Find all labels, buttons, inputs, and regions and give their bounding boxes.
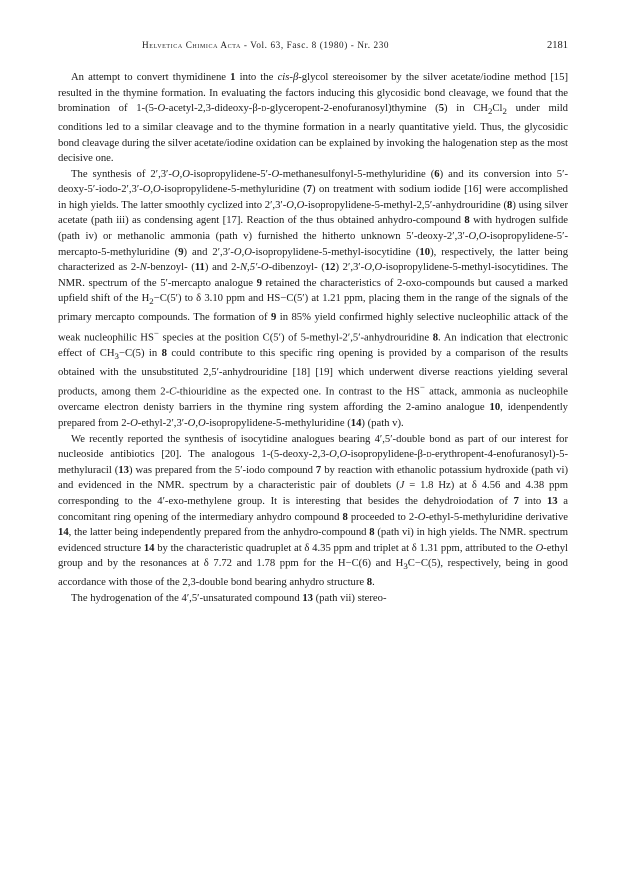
text-run: -acetyl-2,3-dideoxy-β- [165, 103, 262, 115]
text-run: ) and its conversion into 5′-deoxy-5′-iodo-2′,3′- [58, 168, 568, 196]
text-run: 9 [256, 277, 262, 289]
text-run: 10 [489, 402, 501, 414]
text-run: O,O [171, 168, 190, 180]
text-run: -methanesulfonyl-5-methyluridine ( [279, 168, 435, 180]
text-run: -benzoyl- ( [146, 262, 195, 274]
text-run: -isopropylidene-5′-mercapto-5-methyluridine ( [58, 231, 568, 258]
text-run: 14 [143, 542, 155, 554]
text-run: cis-β [277, 72, 299, 83]
text-run: O [535, 542, 544, 554]
text-run: -thiouridine as the expected one. In contrast to the HS [176, 386, 420, 398]
text-run: -isopropylidene-5-methyl-isocytidine ( [251, 246, 420, 258]
article-body [58, 70, 568, 606]
running-header [58, 40, 568, 56]
text-run: O,O [364, 262, 383, 274]
text-run: into [518, 495, 547, 507]
text-run: O,O [286, 199, 305, 211]
text-run: 2 [487, 106, 493, 117]
text-run: -isopropylidene-5′- [189, 168, 272, 180]
text-run: -isopropylidene-5-methyluridine ( [205, 417, 351, 429]
text-run: -ethyl-5-methyluridine derivative [425, 511, 568, 523]
text-run: 3 [114, 351, 119, 362]
text-run: -isopropylidene-5-methyluridine ( [160, 184, 307, 196]
journal-name: Helvetica Chimica Acta [142, 40, 241, 50]
text-run: ) on treatment with sodium iodide [16] were accomplished in high yields. The latter smoothly cyclized into 2′,3′- [58, 184, 568, 211]
text-run: 8 [366, 577, 373, 588]
text-run: C [169, 386, 177, 398]
text-run: -erythropent-4-enofuranosyl)-5-methyluracil ( [58, 449, 568, 476]
text-run: (path vi) in high yields. The NMR. spectrum evidenced structure [58, 527, 568, 554]
text-run: 6 [434, 168, 440, 180]
text-run: ) was prepared from the 5′-iodo compound [128, 464, 316, 476]
volume-info: - Vol. 63, Fasc. 8 (1980) - Nr. 230 [240, 40, 390, 50]
text-run: ), respectively, the latter being characterized as 2- [58, 246, 569, 274]
text-run: 14 [350, 417, 362, 429]
text-run: 8 [161, 347, 167, 359]
text-run: 13 [302, 592, 313, 604]
text-run: -ethyl group and by the resonances at δ 7.72 and 1.78 ppm for the H−C(6) and H [58, 542, 568, 570]
text-run: −C(5) in [118, 347, 162, 359]
text-run: proceeded to 2- [347, 511, 418, 523]
paragraph-anhydro-synthesis [58, 167, 568, 432]
text-run: 9 [178, 246, 184, 258]
text-run: ) and 2- [204, 262, 240, 274]
text-run: 7 [513, 495, 519, 507]
paragraph-hydrogenation [58, 591, 568, 607]
text-run: by reaction with ethanolic potassium hydroxide (path vi) and evidenced in the NMR. spectrum by a characteristic pair of doublets ( [58, 464, 568, 492]
text-run: 8 [507, 199, 513, 211]
text-run: 8 [432, 332, 439, 344]
text-run: O [417, 511, 426, 523]
text-run: The hydrogenation of the 4′,5′-unsaturated compound [71, 592, 303, 604]
text-run: 1 [230, 72, 236, 83]
text-run: O,O [233, 246, 252, 258]
text-run: a concomitant ring opening of the intermediary anhydro compound [58, 495, 569, 523]
text-run: by the characteristic quadruplet at δ 4.35 ppm and triplet at δ 1.31 ppm, attributed to the [154, 542, 536, 554]
text-run: 3 [403, 561, 408, 572]
text-run: Cl [492, 103, 503, 115]
text-run: O,O [468, 231, 487, 243]
running-title [142, 40, 389, 50]
text-run: . An indication that electronic effect of CH [58, 332, 569, 359]
text-run: -isopropylidene-5-methyl-2,5′-anhydrouridine ( [304, 199, 508, 211]
text-run: 10 [419, 246, 431, 258]
paragraph-glycosidic-cleavage [58, 70, 568, 167]
text-run: ) 2′,3′- [335, 262, 365, 274]
text-run: . [372, 577, 375, 588]
text-run: ) (path v). [361, 417, 404, 429]
text-run: O,O [187, 417, 206, 429]
text-run: 2 [149, 296, 154, 307]
text-run: 9 [270, 312, 277, 324]
text-run: (path vii) stereo- [312, 592, 387, 604]
text-run: We recently reported the synthesis of isocytidine analogues bearing 4′,5′-double bond as part of our interest for nucleoside antibiotics [20]. The analogous 1-(5-deoxy-2,3- [58, 433, 568, 461]
text-run: O [271, 168, 280, 180]
text-run: 8 [369, 527, 375, 539]
text-run: under mild conditions led to a similar cleavage and to the thymine formation in a nearly quantitative yield. Thus, the glycosidic bond cleavage during the silver acetate/iodine oxidation can be explained by invoking the halogenation step as the most decisive one. [58, 103, 568, 165]
text-run: 13 [546, 495, 558, 507]
text-run: ) using silver acetate (path iii) as condensing agent [17]. Reaction of the thus obtained anhydro-compound [58, 199, 569, 227]
text-run: N,5′-O [239, 262, 269, 274]
text-run: 7 [306, 184, 312, 196]
text-run: , the latter being independently prepared from the anhydro-compound [68, 527, 370, 539]
text-run: -glycol stereoisomer by the silver acetate/iodine method [15] resulted in the thymine formation. In evaluating the factors inducing this glycosidic bond cleavage, we found that the bromination of 1-(5- [58, 72, 568, 115]
paragraph-isocytidine-analogues [58, 432, 568, 591]
text-run: An attempt to convert thymidinene [71, 72, 231, 83]
text-run: J [399, 480, 405, 492]
text-run: 8 [464, 215, 470, 227]
text-run: -isopropylidene-β- [347, 449, 427, 461]
text-run: O [157, 103, 166, 115]
text-run: could contribute to this specific ring opening is provided by a comparison of the results obtained with the unsubstituted 2,5′-anhydrouridine [18] [19] which underwent diverse reactions yielding several products, among them 2- [58, 347, 568, 398]
text-run: The synthesis of 2′,3′- [71, 168, 172, 180]
text-run: = 1.8 Hz) at δ 4.56 and 4.38 ppm corresponding to the 4′-exo-methylene group. It is interesting that besides the dehydroiodation of [58, 480, 568, 507]
text-run: d [261, 103, 267, 115]
text-run: -glyceropent-2-enofuranosyl)thymine ( [266, 103, 439, 115]
text-run: retained the characteristics of 2-oxo-compounds but caused a marked upfield shift of the H [58, 277, 568, 305]
text-run: 5 [438, 103, 445, 115]
text-run: 14 [58, 527, 69, 539]
text-run: -dibenzoyl- ( [268, 262, 325, 274]
text-run: 7 [315, 464, 322, 476]
text-run: -ethyl-2′,3′- [137, 417, 188, 429]
text-run: 13 [118, 464, 129, 476]
text-run: with hydrogen sulfide (path iv) or methanolic ammonia (path v) furnished the hitherto unknown 5′-deoxy-2′,3′- [58, 215, 568, 243]
text-run: O,O [142, 184, 161, 196]
text-run: − [419, 382, 425, 393]
text-run: N [139, 262, 147, 274]
page-number: 2181 [547, 40, 568, 51]
text-run: species at the position C(5′) of 5-methyl-2′,5′-anhydrouridine [158, 332, 433, 344]
text-run: O [130, 417, 138, 429]
text-run: ) and 2′,3′- [183, 246, 234, 258]
text-run: 11 [194, 262, 205, 274]
text-run: attack, ammonia as nucleophile overcame electron denisty barriers in the thymine ring system affording the 2-amino analogue [58, 386, 568, 414]
text-run: ) in CH [444, 103, 488, 115]
text-run: O,O [329, 449, 348, 461]
text-run: C−C(5), respectively, being in good accordance with those of the 2,3-double bond bearing anhydro structure [58, 558, 568, 588]
text-run: -isopropylidene-5-methyl-isocytidines. The NMR. spectrum of the 5′-mercapto analogue [58, 262, 569, 289]
text-run: 8 [342, 511, 348, 523]
text-run: 2 [502, 106, 507, 117]
text-run: , idenpendently prepared from 2- [58, 402, 568, 429]
text-run: 12 [324, 262, 336, 274]
text-run: −C(5′) to δ 3.10 ppm and HS−C(5′) at 1.21 ppm, placing them in the range of the signals of the primary mercapto compounds. The formation of [58, 293, 569, 324]
text-run: d [426, 449, 432, 461]
text-run: in 85% yield confirmed highly selective nucleophilic attack of the weak nucleophilic HS [58, 312, 568, 344]
text-run: into the [235, 72, 278, 83]
text-run: − [153, 327, 159, 338]
